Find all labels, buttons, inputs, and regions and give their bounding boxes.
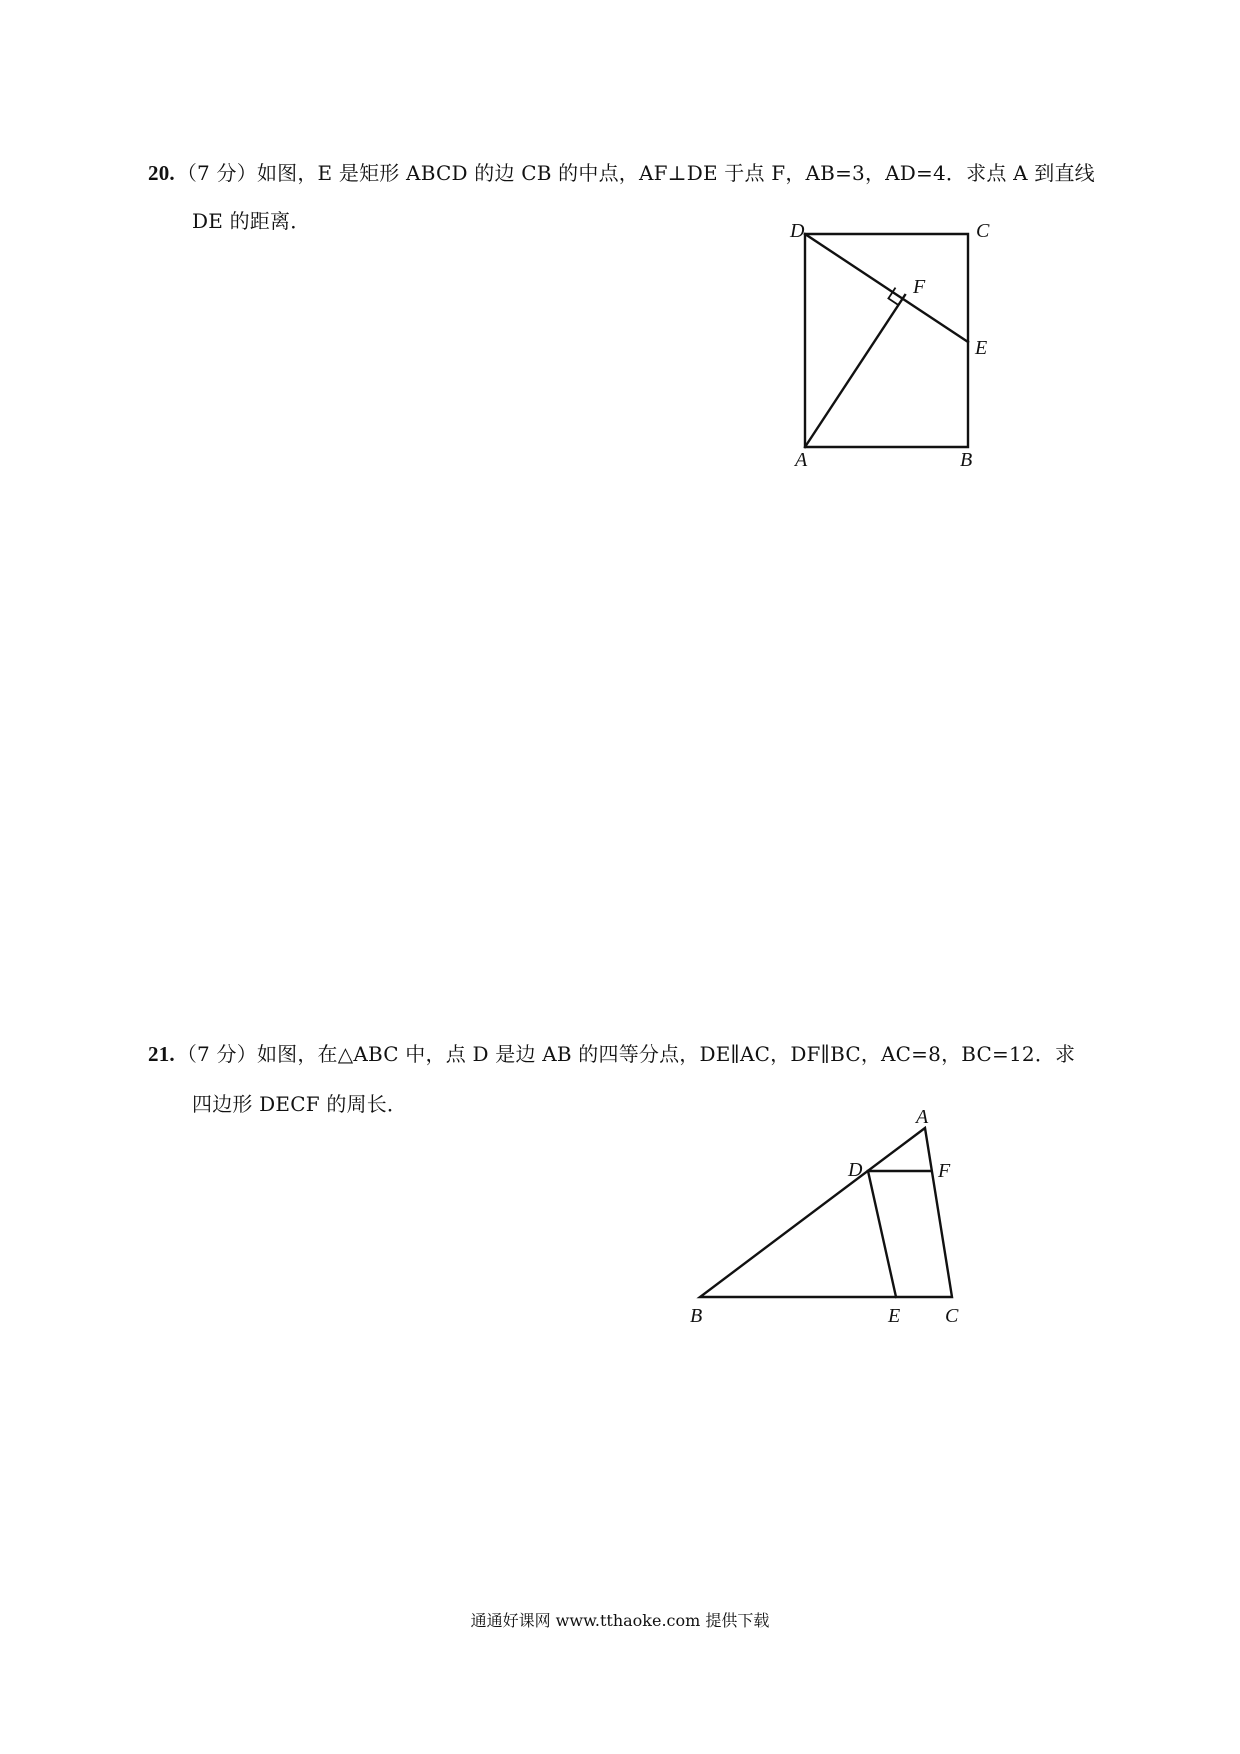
problem-20-figure <box>780 210 1020 480</box>
label-d: D <box>790 220 805 242</box>
label-b: B <box>690 1305 703 1327</box>
problem-21-text-continued: 四边形 DECF 的周长． <box>192 1092 408 1116</box>
rectangle-abcd <box>805 234 968 447</box>
label-e: E <box>888 1305 901 1327</box>
label-d: D <box>848 1159 863 1181</box>
problem-20-line-2 <box>192 211 310 231</box>
label-c: C <box>945 1305 959 1327</box>
segment-de <box>868 1171 896 1297</box>
problem-20-text-continued: DE 的距离． <box>192 209 311 233</box>
label-c: C <box>976 220 990 242</box>
problem-21-text: （7 分）如图，在△ABC 中，点 D 是边 AB 的四等分点，DE∥AC，DF∥BC，AC=8，BC=12．求 <box>176 1042 1076 1066</box>
segment-af <box>805 295 905 447</box>
problem-20-text: （7 分）如图，E 是矩形 ABCD 的边 CB 的中点，AF⊥DE 于点 F，AB=3，AD=4．求点 A 到直线 <box>176 161 1095 185</box>
label-a: A <box>916 1106 929 1128</box>
problem-21-line-2 <box>192 1094 407 1114</box>
label-e: E <box>975 337 988 359</box>
label-f: F <box>938 1160 951 1182</box>
problem-21-figure <box>680 1100 980 1340</box>
problem-21-number: 21. <box>148 1042 175 1066</box>
problem-20-line-1 <box>148 163 1095 184</box>
problem-20-number: 20. <box>148 161 175 185</box>
footer-source: 通通好课网 www.tthaoke.com 提供下载 <box>470 1611 770 1630</box>
label-b: B <box>960 449 973 471</box>
label-a: A <box>795 449 808 471</box>
segment-de <box>805 234 968 342</box>
label-f: F <box>913 276 926 298</box>
triangle-abc <box>700 1128 952 1297</box>
problem-21-line-1 <box>148 1044 1075 1065</box>
